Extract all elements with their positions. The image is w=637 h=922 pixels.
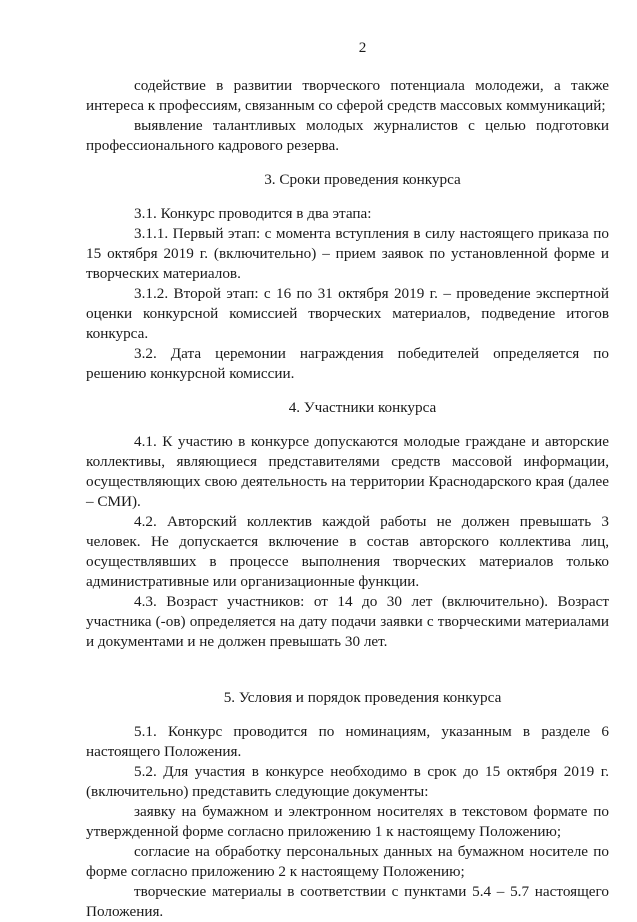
section-4-heading: 4. Участники конкурса: [288, 399, 437, 416]
section-4-paragraph: 4.2. Авторский коллектив каждой работы не должен превышать 3 человек. Не допускается включение в состав авторского коллектива лиц, осуществлявших в процессе выполнения творческих материалов только административные или организационные функции.: [86, 513, 609, 590]
section-5-paragraph: 5.1. Конкурс проводится по номинациям, указанным в разделе 6 настоящего Положения.: [86, 723, 609, 760]
section-4-paragraph: 4.1. К участию в конкурсе допускаются молодые граждане и авторские коллективы, являющиеся представителями средств массовой информации, осуществляющих свою деятельность на территории Краснодарского края (далее – СМИ).: [86, 433, 609, 510]
intro-paragraph-2: выявление талантливых молодых журналистов с целью подготовки профессионального кадрового резерва.: [86, 117, 609, 154]
section-5-paragraph: творческие материалы в соответствии с пунктами 5.4 – 5.7 настоящего Положения.: [86, 883, 609, 920]
section-3-paragraph: 3.1.2. Второй этап: с 16 по 31 октября 2019 г. – проведение экспертной оценки конкурсной комиссией творческих материалов, подведение итогов конкурса.: [86, 285, 609, 342]
section-3-paragraph: 3.2. Дата церемонии награждения победителей определяется по решению конкурсной комиссии.: [86, 345, 609, 382]
section-5-paragraph: 5.2. Для участия в конкурсе необходимо в срок до 15 октября 2019 г. (включительно) представить следующие документы:: [86, 763, 609, 800]
section-4-paragraph: 4.3. Возраст участников: от 14 до 30 лет (включительно). Возраст участника (-ов) определяется на дату подачи заявки с творческими материалами и документами и не должен превышать 30 лет.: [86, 593, 609, 650]
section-3-paragraph: 3.1.1. Первый этап: с момента вступления в силу настоящего приказа по 15 октября 2019 г. (включительно) – прием заявок по установленной форме и творческих материалов.: [86, 225, 609, 282]
page-number: 2: [358, 39, 367, 56]
section-5-heading: 5. Условия и порядок проведения конкурса: [223, 689, 502, 706]
section-3-heading: 3. Сроки проведения конкурса: [264, 171, 461, 188]
section-3-paragraph: 3.1. Конкурс проводится в два этапа:: [134, 205, 372, 222]
section-5-paragraph: заявку на бумажном и электронном носителях в текстовом формате по утвержденной форме согласно приложению 1 к настоящему Положению;: [86, 803, 609, 840]
section-5-paragraph: согласие на обработку персональных данных на бумажном носителе по форме согласно приложению 2 к настоящему Положению;: [86, 843, 609, 880]
intro-paragraph-1: содействие в развитии творческого потенциала молодежи, а также интереса к профессиям, связанным со сферой средств массовых коммуникаций;: [86, 77, 609, 114]
